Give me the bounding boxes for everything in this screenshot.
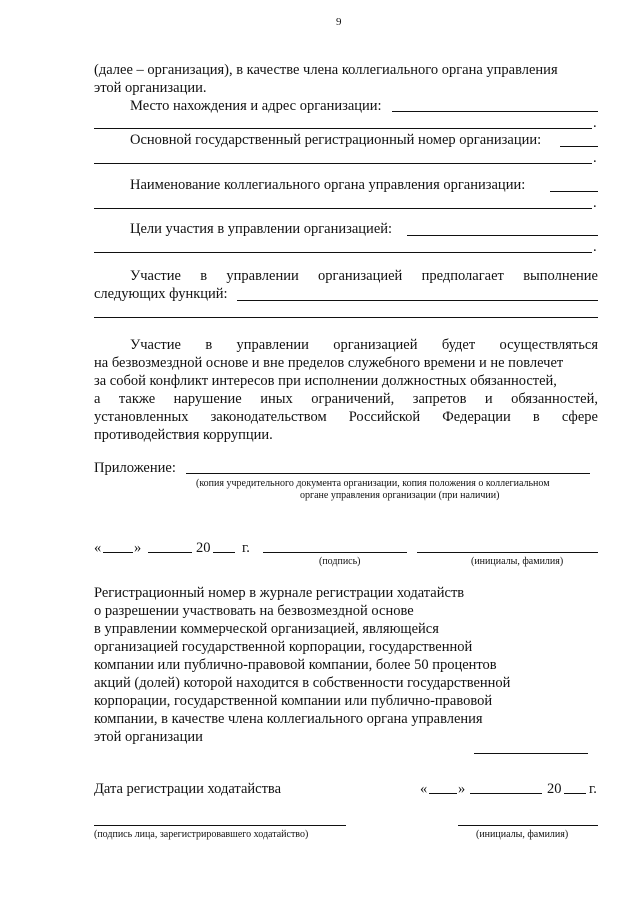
governing-body-label: Наименование коллегиального органа управления организации: [130,177,526,193]
name-hint: (инициалы, фамилия) [471,556,564,567]
date-day-blank [103,552,133,553]
name-blank-line [417,552,598,553]
registration-line: корпорации, государственной компании или публично-правовой [94,693,493,709]
ogrn-blank-line [560,146,598,147]
date-month-blank [148,552,192,553]
reg-date-month-blank [470,793,542,794]
word: будет [441,337,476,353]
registration-number-blank-line [474,753,588,754]
ogrn-label: Основной государственный регистрационный номер организации: [130,132,542,148]
address-period: . [593,115,597,131]
word: также [118,391,156,407]
signature-blank-line [263,552,407,553]
registration-date-label: Дата регистрации ходатайства [94,781,281,797]
word: Федерации [442,409,511,425]
word: организацией [318,268,403,284]
word: управлении [236,337,309,353]
word: предполагает [421,268,504,284]
registration-line: компании, в качестве члена коллегиального органа управления [94,711,483,727]
word: Участие [130,337,181,353]
word: нарушение [173,391,242,407]
attachment-hint-2: органе управления организации (при наличии) [300,490,500,501]
word: обязанностей, [511,391,598,407]
reg-date-year-prefix: 20 [547,781,562,797]
date-year-suffix: г. [242,540,250,556]
registration-line: организацией государственной корпорации, государственной [94,639,473,655]
word: Участие [130,268,181,284]
word: выполнение [523,268,598,284]
attachment-hint-1: (копия учредительного документа организации, копия положения о коллегиальном [196,478,550,489]
signature-hint: (подпись) [319,556,361,567]
word: ограничений, [311,391,395,407]
word: в [200,268,208,284]
word: осуществляться [499,337,598,353]
ogrn-period: . [593,150,597,166]
participation-line-1 [130,336,598,354]
reg-date-open-quote: « [420,781,428,797]
reg-date-year-suffix: г. [589,781,597,797]
goals-period: . [593,239,597,255]
word: законодательством [210,409,327,425]
registration-line: Регистрационный номер в журнале регистрации ходатайств [94,585,465,601]
governing-body-blank-line-2 [94,208,592,209]
word: в [205,337,213,353]
participation-line-6: противодействия коррупции. [94,427,273,443]
word: Российской [348,409,421,425]
date-open-quote: « [94,540,102,556]
functions-line-1 [130,267,598,285]
intro-line-2: этой организации. [94,80,207,96]
word: и [484,391,493,407]
functions-blank-line [237,300,598,301]
word: сфере [561,409,598,425]
attachment-blank-line [186,473,590,474]
word: установленных [94,409,189,425]
reg-date-day-blank [429,793,457,794]
governing-body-blank-line [550,191,598,192]
date-year-blank [213,552,235,553]
registration-line: этой организации [94,729,203,745]
registrar-signature-blank-line [94,825,346,826]
address-blank-line [392,111,598,112]
participation-line-3: за собой конфликт интересов при исполнении должностных обязанностей, [94,373,557,389]
goals-blank-line-2 [94,252,592,253]
registrar-name-hint: (инициалы, фамилия) [476,829,569,840]
ogrn-blank-line-2 [94,163,592,164]
page-number: 9 [336,16,342,28]
registration-line: о разрешении участвовать на безвозмездной основе [94,603,414,619]
date-close-quote: » [134,540,142,556]
address-blank-line-2 [94,128,592,129]
intro-line-1: (далее – организация), в качестве члена коллегиального органа управления [94,62,558,78]
goals-label: Цели участия в управлении организацией: [130,221,393,237]
registration-line: акций (долей) которой находится в собственности государственной [94,675,511,691]
registration-line: компании или публично-правовой компании, более 50 процентов [94,657,497,673]
registrar-signature-hint: (подпись лица, зарегистрировавшего ходатайство) [94,829,309,840]
reg-date-close-quote: » [458,781,466,797]
word: а [94,391,101,407]
date-year-prefix: 20 [196,540,211,556]
registrar-name-blank-line [458,825,598,826]
functions-blank-line-2 [94,317,598,318]
participation-line-4 [94,390,598,408]
governing-body-period: . [593,195,597,211]
word: иных [260,391,293,407]
functions-line-2: следующих функций: [94,286,228,302]
registration-line: в управлении коммерческой организацией, являющейся [94,621,439,637]
word: управлении [226,268,299,284]
word: запретов [412,391,467,407]
address-label: Место нахождения и адрес организации: [130,98,382,114]
goals-blank-line [407,235,598,236]
participation-line-2: на безвозмездной основе и вне пределов служебного времени и не повлечет [94,355,564,371]
word: организацией [333,337,418,353]
participation-line-5 [94,408,598,426]
attachment-label: Приложение: [94,460,176,476]
word: в [532,409,540,425]
reg-date-year-blank [564,793,586,794]
